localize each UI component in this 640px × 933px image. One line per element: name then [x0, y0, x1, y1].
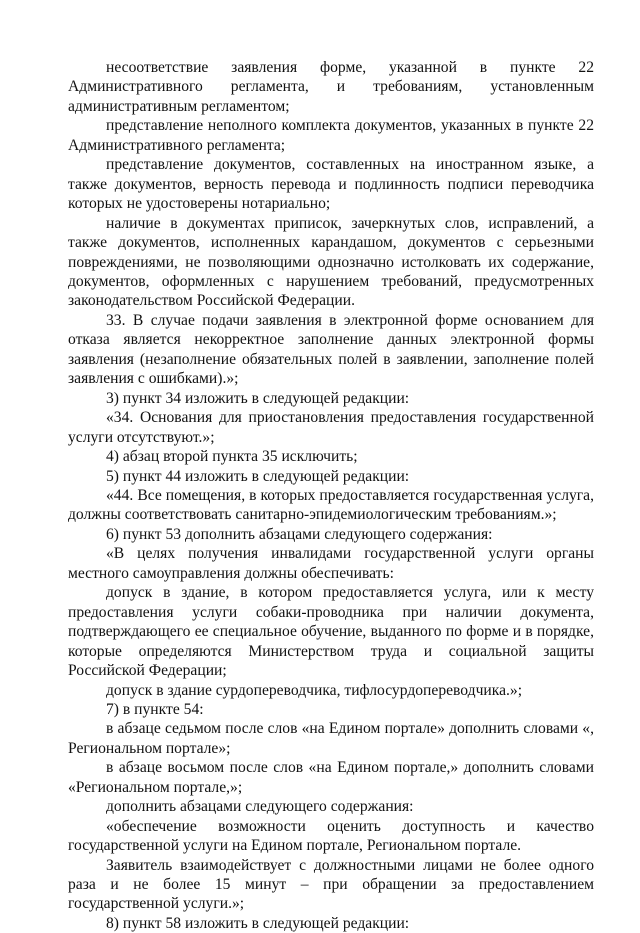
paragraph: допуск в здание, в котором предоставляется услуга, или к месту предоставления услуги собаки-проводника при наличии документа, подтверждающего ее специальное обучение, выданного по форме и в порядке, которые определяются Министерством труда и социальной защиты Российской Федерации; [68, 584, 594, 680]
paragraph: наличие в документах приписок, зачеркнутых слов, исправлений, а также документов, исполненных карандашом, документов с серьезными повреждениями, не позволяющими однозначно истолковать их содержание, документов, оформленных с нарушением требований, предусмотренных законодательством Российской Федерации. [68, 214, 594, 310]
paragraph: несоответствие заявления форме, указанной в пункте 22 Административного регламента, и требованиям, установленным административным регламентом; [68, 59, 594, 115]
paragraph: 5) пункт 44 изложить в следующей редакции: [106, 467, 410, 485]
paragraph: допуск в здание сурдопереводчика, тифлосурдопереводчика.»; [106, 681, 523, 699]
paragraph: представление документов, составленных на иностранном языке, а также документов, верность перевода и подлинность подписи переводчика которых не удостоверены нотариально; [68, 156, 594, 213]
paragraph: 6) пункт 53 дополнить абзацами следующего содержания: [106, 525, 493, 543]
paragraph: 33. В случае подачи заявления в электронной форме основанием для отказа является некорректное заполнение данных электронной формы заявления (незаполнение обязательных полей в заявлении, заполнение полей заявления с ошибками).»; [68, 311, 594, 388]
paragraph: «В целях получения инвалидами государственной услуги органы местного самоуправления должны обеспечивать: [68, 545, 594, 582]
paragraph: 7) в пункте 54: [106, 700, 204, 718]
paragraph: 3) пункт 34 изложить в следующей редакции: [106, 389, 410, 407]
paragraph: «44. Все помещения, в которых предоставляется государственная услуга, должны соответствовать санитарно-эпидемиологическим требованиям.»; [68, 486, 594, 524]
paragraph: в абзаце восьмом после слов «на Едином портале,» дополнить словами «Региональном портале,»; [68, 759, 594, 796]
paragraph: «34. Основания для приостановления предоставления государственной услуги отсутствуют.»; [68, 409, 594, 446]
paragraph: Заявитель взаимодействует с должностными лицами не более одного раза и не более 15 минут – при обращении за предоставлением государственной услуги.»; [68, 856, 594, 913]
paragraph: в абзаце седьмом после слов «на Едином портале» дополнить словами «, Региональном портале»; [68, 720, 594, 757]
paragraph: «обеспечение возможности оценить доступность и качество государственной услуги на Едином портале, Региональном портале. [68, 817, 594, 855]
paragraph: представление неполного комплекта документов, указанных в пункте 22 Административного регламента; [68, 117, 594, 154]
paragraph: дополнить абзацами следующего содержания: [106, 798, 414, 816]
paragraph: 4) абзац второй пункта 35 исключить; [106, 448, 358, 466]
paragraph: 8) пункт 58 изложить в следующей редакции: [106, 914, 410, 932]
